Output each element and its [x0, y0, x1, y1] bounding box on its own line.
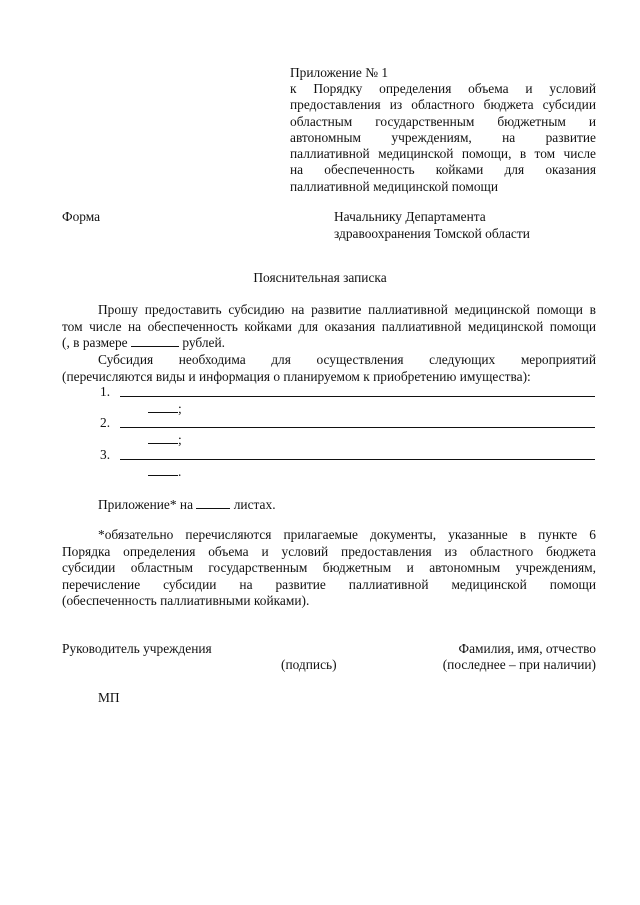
list-blank-line[interactable]	[120, 396, 595, 397]
list-tail-punct: ;	[178, 432, 182, 447]
name-label: Фамилия, имя, отчество	[458, 641, 596, 656]
form-label: Форма	[62, 209, 101, 224]
footnote-line: (обеспеченность паллиативными койками).	[62, 593, 310, 608]
annex-line: паллиативной медицинской помощи	[290, 178, 499, 194]
annex-line: паллиативной медицинской помощи, в том числе	[290, 146, 596, 162]
annex-line: к Порядку определения объема и условий	[290, 81, 596, 96]
list-blank-tail[interactable]	[148, 401, 178, 413]
footnote-line: *обязательно перечисляются прилагаемые документы, указанные в пункте 6	[98, 527, 596, 542]
annex-heading: Приложение № 1	[290, 65, 389, 80]
addressee-line: здравоохранения Томской области	[334, 226, 530, 241]
list-number: 2.	[100, 415, 111, 430]
amount-blank[interactable]	[131, 335, 179, 347]
measures-paragraph	[62, 352, 596, 385]
footnote-paragraph	[62, 527, 596, 610]
document-title: Пояснительная записка	[253, 270, 387, 285]
addressee	[334, 208, 530, 242]
stamp-label: МП	[98, 690, 120, 705]
annex-line: на обеспеченность койками для оказания	[290, 162, 596, 178]
list-tail-punct: .	[178, 464, 182, 479]
list-tail	[148, 432, 182, 448]
list-blank-line[interactable]	[120, 459, 595, 460]
footnote-line: Порядка определения объема и условий предоставления из областного бюджета	[62, 543, 596, 559]
annex-text	[290, 81, 596, 195]
annex-line: автономным учреждениям, на развитие	[290, 129, 596, 145]
measures-line: Субсидия необходима для осуществления следующих мероприятий	[98, 352, 596, 367]
request-line: том числе на обеспеченность койками для оказания паллиативной медицинской помощи	[62, 318, 596, 334]
amount-line	[62, 335, 596, 352]
annex-line: областным государственным бюджетным и	[290, 113, 596, 129]
footnote-line: субсидии областным государственным бюджетным и автономным учреждениям,	[62, 560, 596, 575]
signature-hint: (подпись)	[281, 657, 337, 672]
attachment-suffix: листах.	[233, 497, 276, 512]
measures-line: (перечисляются виды и информация о планируемом к приобретению имущества):	[62, 368, 531, 384]
list-tail-punct: ;	[178, 401, 182, 416]
list-blank-line[interactable]	[120, 427, 595, 428]
attachment-prefix: Приложение* на	[98, 497, 194, 512]
head-label: Руководитель учреждения	[62, 641, 212, 656]
amount-prefix: (, в размере	[62, 335, 128, 350]
request-paragraph	[62, 302, 596, 352]
attachment-line	[98, 496, 276, 513]
list-blank-tail[interactable]	[148, 432, 178, 444]
footnote-line: перечисление субсидии на развитие паллиативной медицинской помощи	[62, 576, 596, 592]
list-tail	[148, 401, 182, 417]
request-line: Прошу предоставить субсидию на развитие паллиативной медицинской помощи в	[98, 302, 596, 317]
addressee-line: Начальнику Департамента	[334, 209, 486, 224]
attachment-pages-blank[interactable]	[196, 497, 230, 509]
list-tail	[148, 464, 181, 480]
list-number: 3.	[100, 447, 111, 462]
name-hint: (последнее – при наличии)	[442, 657, 596, 672]
amount-suffix: рублей.	[182, 335, 225, 350]
annex-line: предоставления из областного бюджета субсидии	[290, 97, 596, 113]
list-number: 1.	[100, 384, 111, 399]
list-blank-tail[interactable]	[148, 464, 178, 476]
